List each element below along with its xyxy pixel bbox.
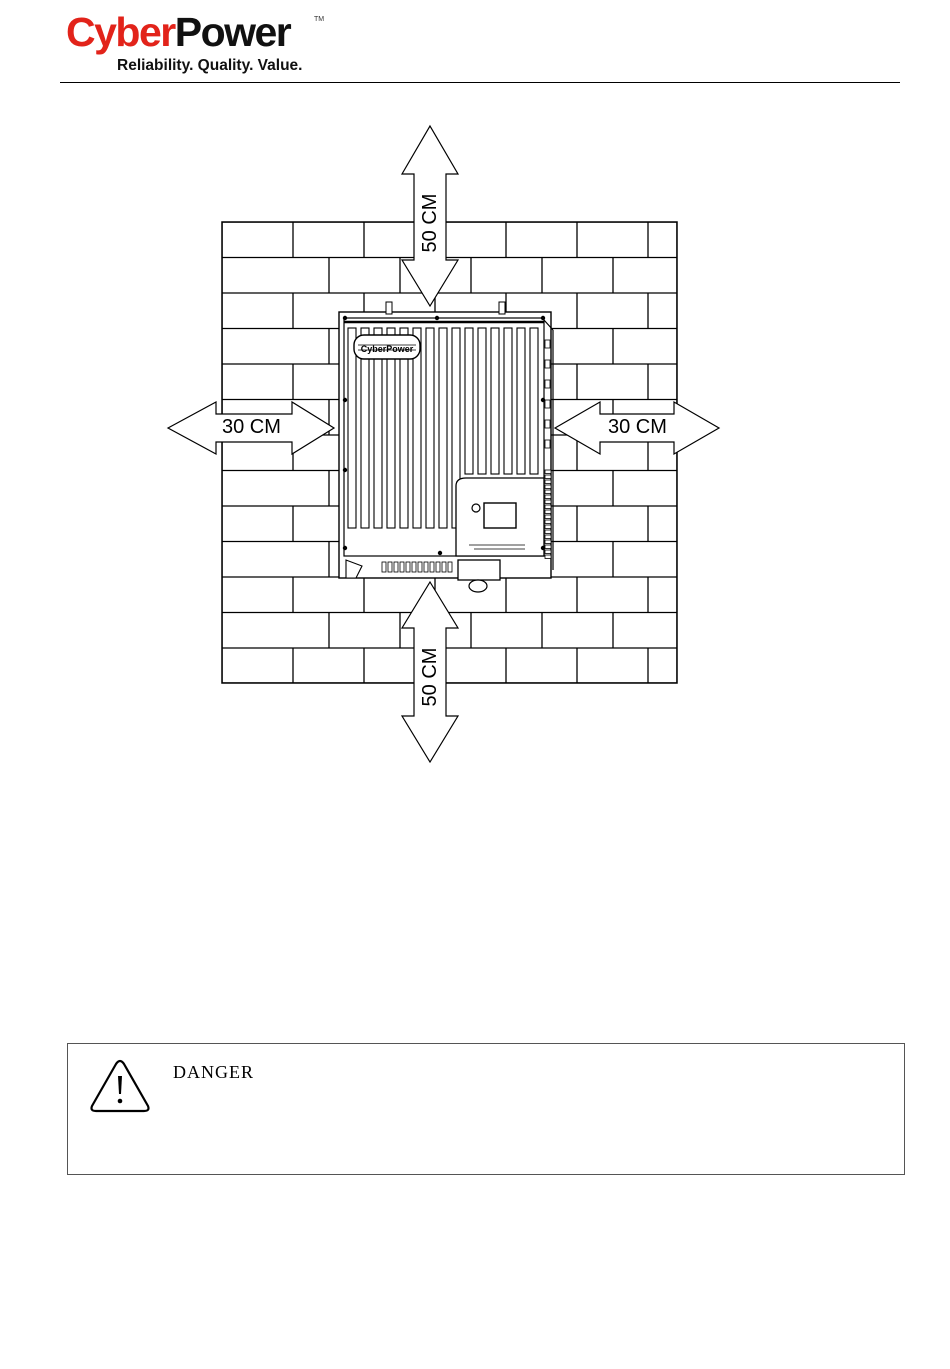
logo-power: Power <box>174 9 291 55</box>
right-clearance-label: 30 CM <box>608 416 667 438</box>
clearance-diagram <box>0 100 950 780</box>
cyberpower-logo <box>66 6 326 78</box>
logo-wordmark <box>66 6 290 58</box>
header-rule <box>60 82 900 83</box>
bottom-clearance-label: 50 CM <box>419 647 441 707</box>
logo-tagline: Reliability. Quality. Value. <box>117 57 303 74</box>
page-header <box>0 0 950 90</box>
logo-trademark: TM <box>314 16 325 23</box>
installation-clearance-figure <box>0 100 950 780</box>
device-logo-label: CyberPower <box>360 344 414 354</box>
danger-warning-box <box>67 1043 905 1175</box>
danger-title: DANGER <box>173 1062 254 1082</box>
warning-triangle-icon <box>88 1056 152 1114</box>
logo-cyber: Cyber <box>66 9 175 55</box>
left-clearance-label: 30 CM <box>222 416 281 438</box>
top-clearance-label: 50 CM <box>419 193 441 253</box>
